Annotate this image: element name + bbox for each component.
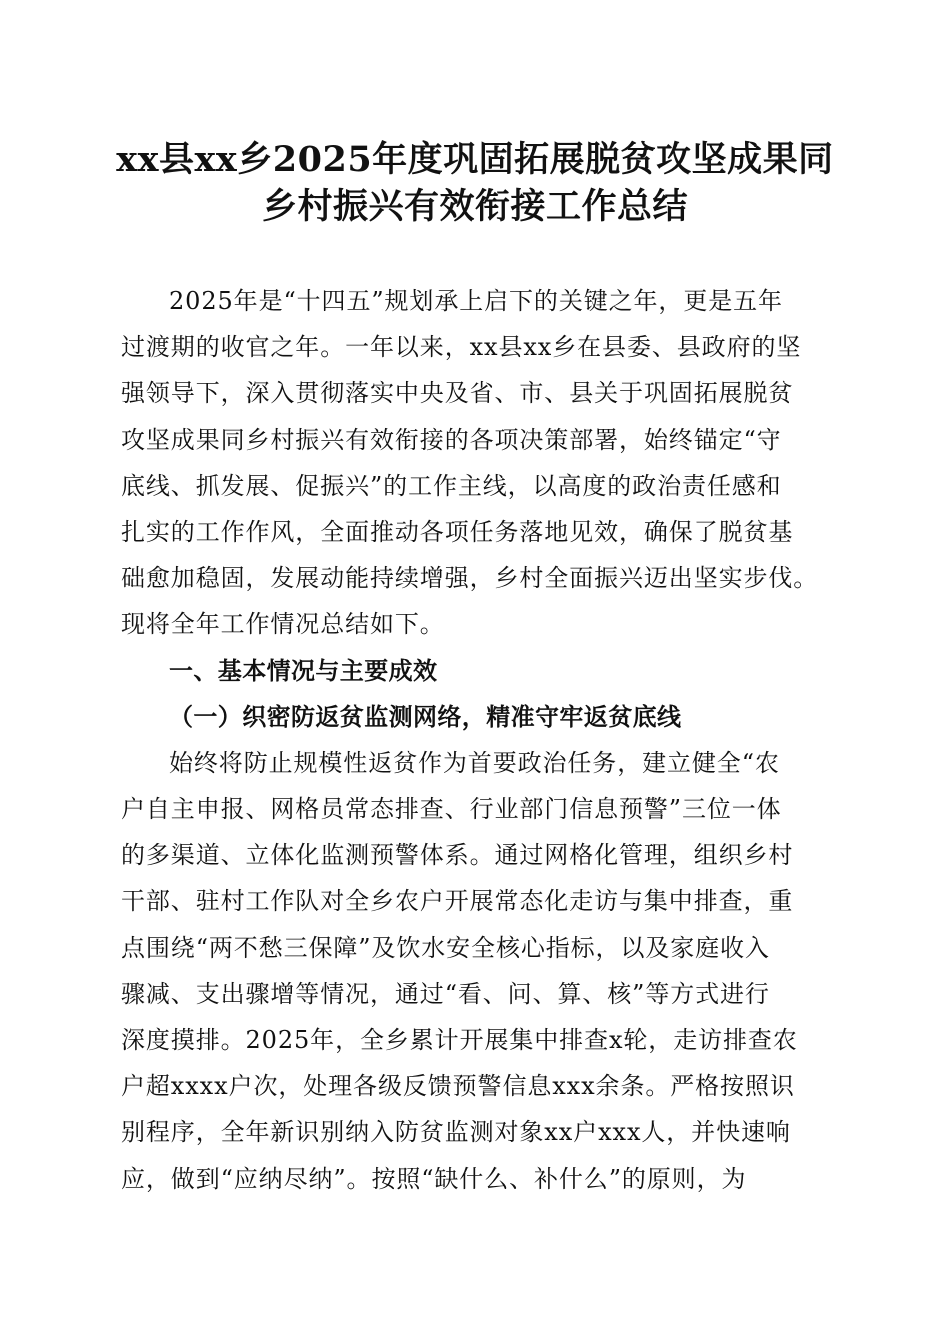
intro-line: 强领导下，深入贯彻落实中央及省、市、县关于巩固拓展脱贫 — [121, 379, 794, 408]
section-line: 干部、驻村工作队对全乡农户开展常态化走访与集中排查，重 — [121, 887, 794, 916]
intro-line: 过渡期的收官之年。一年以来，xx县xx乡在县委、县政府的坚 — [121, 333, 802, 362]
title-line-1: xx县xx乡2025年度巩固拓展脱贫攻坚成果同 — [116, 139, 834, 180]
section-line: 户超xxxx户次，处理各级反馈预警信息xxx余条。严格按照识 — [121, 1072, 795, 1101]
section-line: 点围绕“两不愁三保障”及饮水安全核心指标，以及家庭收入 — [121, 933, 770, 962]
intro-line: 础愈加稳固，发展动能持续增强，乡村全面振兴迈出坚实步伐。 — [121, 564, 819, 593]
section-line: 户自主申报、网格员常态排查、行业部门信息预警”三位一体 — [121, 795, 782, 824]
section-line: 别程序，全年新识别纳入防贫监测对象xx户xxx人，并快速响 — [121, 1118, 791, 1147]
document-body — [121, 278, 833, 1202]
section-line: 的多渠道、立体化监测预警体系。通过网格化管理，组织乡村 — [121, 841, 794, 870]
section-line: 深度摸排。2025年，全乡累计开展集中排查x轮，走访排查农 — [121, 1026, 798, 1054]
document-title — [0, 136, 950, 230]
section-line: 骤减、支出骤增等情况，通过“看、问、算、核”等方式进行 — [121, 979, 770, 1008]
section-line: 应，做到“应纳尽纳”。按照“缺什么、补什么”的原则，为 — [121, 1164, 747, 1193]
title-line-2: 乡村振兴有效衔接工作总结 — [261, 186, 688, 227]
section-line: 始终将防止规模性返贫作为首要政治任务，建立健全“农 — [169, 748, 780, 777]
intro-line: 攻坚成果同乡村振兴有效衔接的各项决策部署，始终锚定“守 — [121, 425, 782, 454]
intro-line: 扎实的工作作风，全面推动各项任务落地见效，确保了脱贫基 — [121, 517, 794, 546]
section-heading-1: 一、基本情况与主要成效 — [169, 656, 438, 685]
intro-line: 现将全年工作情况总结如下。 — [121, 610, 445, 639]
section-heading-2: （一）织密防返贫监测网络，精准守牢返贫底线 — [169, 701, 682, 731]
intro-line: 底线、抓发展、促振兴”的工作主线，以高度的政治责任感和 — [121, 471, 782, 500]
intro-line: 2025年是“十四五”规划承上启下的关键之年，更是五年 — [169, 287, 783, 315]
